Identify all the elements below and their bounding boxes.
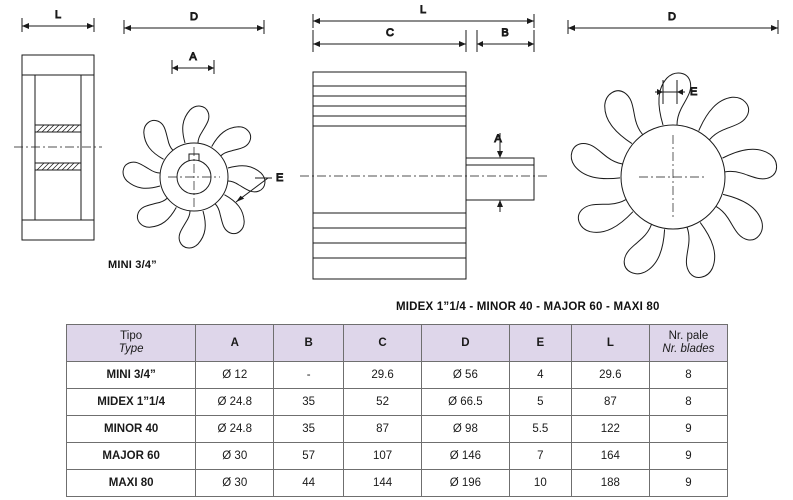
- cell-type: MIDEX 1”1/4: [67, 389, 196, 416]
- column-header-type-en: Type: [118, 343, 144, 355]
- cell-c: 29.6: [344, 362, 422, 389]
- dim-label-L-view1: L: [54, 9, 62, 21]
- table-body: [67, 362, 728, 497]
- dim-label-C-view3: C: [386, 27, 394, 39]
- dim-label-B-view3: B: [501, 27, 509, 39]
- cell-blades: 8: [649, 389, 727, 416]
- cell-type: MINI 3/4”: [67, 362, 196, 389]
- view-side-full: [300, 4, 548, 279]
- dim-label-L-view3: L: [419, 4, 427, 16]
- cell-d: Ø 146: [422, 443, 510, 470]
- table-header: [67, 325, 728, 362]
- dim-label-A-view3: A: [494, 133, 502, 145]
- cell-blades: 9: [649, 416, 727, 443]
- specification-table-wrapper: [66, 324, 728, 497]
- column-header-d: D: [422, 325, 510, 362]
- dim-label-E-view2: E: [276, 172, 284, 184]
- table-row: [67, 389, 728, 416]
- dim-label-E-view4: E: [690, 86, 698, 98]
- cell-d: Ø 56: [422, 362, 510, 389]
- cell-e: 10: [509, 470, 571, 497]
- cell-l: 29.6: [571, 362, 649, 389]
- cell-a: Ø 24.8: [196, 416, 274, 443]
- table-row: [67, 362, 728, 389]
- column-header-b: B: [274, 325, 344, 362]
- cell-b: -: [274, 362, 344, 389]
- cell-b: 57: [274, 443, 344, 470]
- table-header-row: [67, 325, 728, 362]
- cell-e: 5: [509, 389, 571, 416]
- cell-type: MAXI 80: [67, 470, 196, 497]
- column-header-l: L: [571, 325, 649, 362]
- cell-c: 144: [344, 470, 422, 497]
- cell-c: 52: [344, 389, 422, 416]
- cell-d: Ø 98: [422, 416, 510, 443]
- view-front-large: [568, 11, 779, 281]
- column-header-a: A: [196, 325, 274, 362]
- cell-c: 87: [344, 416, 422, 443]
- dim-label-D-view2: D: [190, 11, 198, 23]
- cell-a: Ø 30: [196, 443, 274, 470]
- cell-d: Ø 196: [422, 470, 510, 497]
- view-front-mini: [123, 11, 283, 248]
- column-header-blades-it: Nr. pale: [668, 330, 709, 342]
- cell-a: Ø 24.8: [196, 389, 274, 416]
- cell-l: 87: [571, 389, 649, 416]
- dim-label-A-view2: A: [189, 51, 197, 63]
- caption-mini: MINI 3/4”: [108, 259, 157, 271]
- cell-e: 7: [509, 443, 571, 470]
- table-row: [67, 443, 728, 470]
- cell-b: 35: [274, 389, 344, 416]
- cell-type: MINOR 40: [67, 416, 196, 443]
- column-header-type: [67, 325, 196, 362]
- cell-blades: 8: [649, 362, 727, 389]
- cell-e: 4: [509, 362, 571, 389]
- caption-midex: MIDEX 1”1/4 - MINOR 40 - MAJOR 60 - MAXI 80: [396, 301, 660, 313]
- cell-c: 107: [344, 443, 422, 470]
- view-side-section: [14, 9, 102, 240]
- cell-l: 164: [571, 443, 649, 470]
- specification-table: [66, 324, 728, 497]
- cell-e: 5.5: [509, 416, 571, 443]
- table-row: [67, 470, 728, 497]
- column-header-type-it: Tipo: [120, 330, 143, 342]
- column-header-blades: [649, 325, 727, 362]
- cell-b: 44: [274, 470, 344, 497]
- cell-type: MAJOR 60: [67, 443, 196, 470]
- dim-label-D-view4: D: [668, 11, 676, 23]
- column-header-blades-en: Nr. blades: [662, 343, 715, 355]
- cell-d: Ø 66.5: [422, 389, 510, 416]
- cell-a: Ø 12: [196, 362, 274, 389]
- column-header-c: C: [344, 325, 422, 362]
- cell-blades: 9: [649, 443, 727, 470]
- column-header-e: E: [509, 325, 571, 362]
- cell-a: Ø 30: [196, 470, 274, 497]
- cell-l: 188: [571, 470, 649, 497]
- cell-blades: 9: [649, 470, 727, 497]
- cell-l: 122: [571, 416, 649, 443]
- table-row: [67, 416, 728, 443]
- cell-b: 35: [274, 416, 344, 443]
